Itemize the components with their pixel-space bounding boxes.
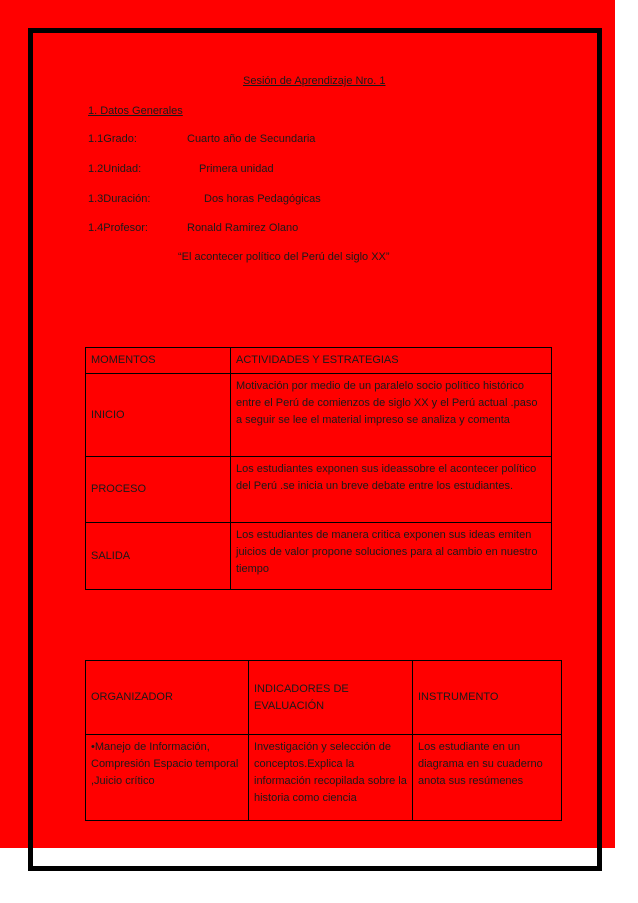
table-header-row: [86, 661, 562, 735]
header-organizador: ORGANIZADOR: [86, 661, 249, 735]
table-row: [86, 523, 552, 590]
cell-instrumento: Los estudiante en un diagrama en su cuaderno anota sus resúmenes: [413, 735, 562, 821]
field-value-duracion: Dos horas Pedagógicas: [204, 193, 321, 205]
field-label-duracion: 1.3Duración:: [88, 193, 151, 205]
field-label-unidad: 1.2Unidad:: [88, 163, 142, 175]
header-actividades: ACTIVIDADES Y ESTRATEGIAS: [231, 348, 552, 374]
cell-indicadores: Investigación y selección de conceptos.Explica la información recopilada sobre la historia como ciencia: [249, 735, 413, 821]
evaluation-table: [85, 660, 562, 821]
document-title: Sesión de Aprendizaje Nro. 1: [243, 75, 386, 87]
field-label-grado: 1.1Grado:: [88, 133, 137, 145]
field-value-unidad: Primera unidad: [199, 163, 274, 175]
table-row: [86, 735, 562, 821]
section-heading: 1. Datos Generales: [88, 105, 183, 117]
activity-salida: Los estudiantes de manera critica exponen sus ideas emiten juicios de valor propone soluciones para al cambio en nuestro tiempo: [231, 523, 552, 590]
field-value-grado: Cuarto año de Secundaria: [187, 133, 316, 145]
moment-salida: SALIDA: [86, 523, 231, 590]
moment-proceso: PROCESO: [86, 457, 231, 523]
session-subtitle: “El acontecer político del Perú del siglo XX”: [178, 251, 390, 263]
field-label-profesor: 1.4Profesor:: [88, 222, 148, 234]
cell-organizador: •Manejo de Información, Compresión Espacio temporal ,Juicio crítico: [86, 735, 249, 821]
activity-inicio: Motivación por medio de un paralelo socio político histórico entre el Perú de comienzos de siglo XX y el Perú actual .paso a seguir se lee el material impreso se analiza y comenta: [231, 374, 552, 457]
header-indicadores: INDICADORES DE EVALUACIÓN: [249, 661, 413, 735]
header-momentos: MOMENTOS: [86, 348, 231, 374]
header-instrumento: INSTRUMENTO: [413, 661, 562, 735]
moment-inicio: INICIO: [86, 374, 231, 457]
table-row: [86, 457, 552, 523]
activity-proceso: Los estudiantes exponen sus ideassobre el acontecer político del Perú .se inicia un breve debate entre los estudiantes.: [231, 457, 552, 523]
field-value-profesor: Ronald Ramirez Olano: [187, 222, 299, 234]
table-header-row: [86, 348, 552, 374]
moments-table: [85, 347, 552, 590]
table-row: [86, 374, 552, 457]
